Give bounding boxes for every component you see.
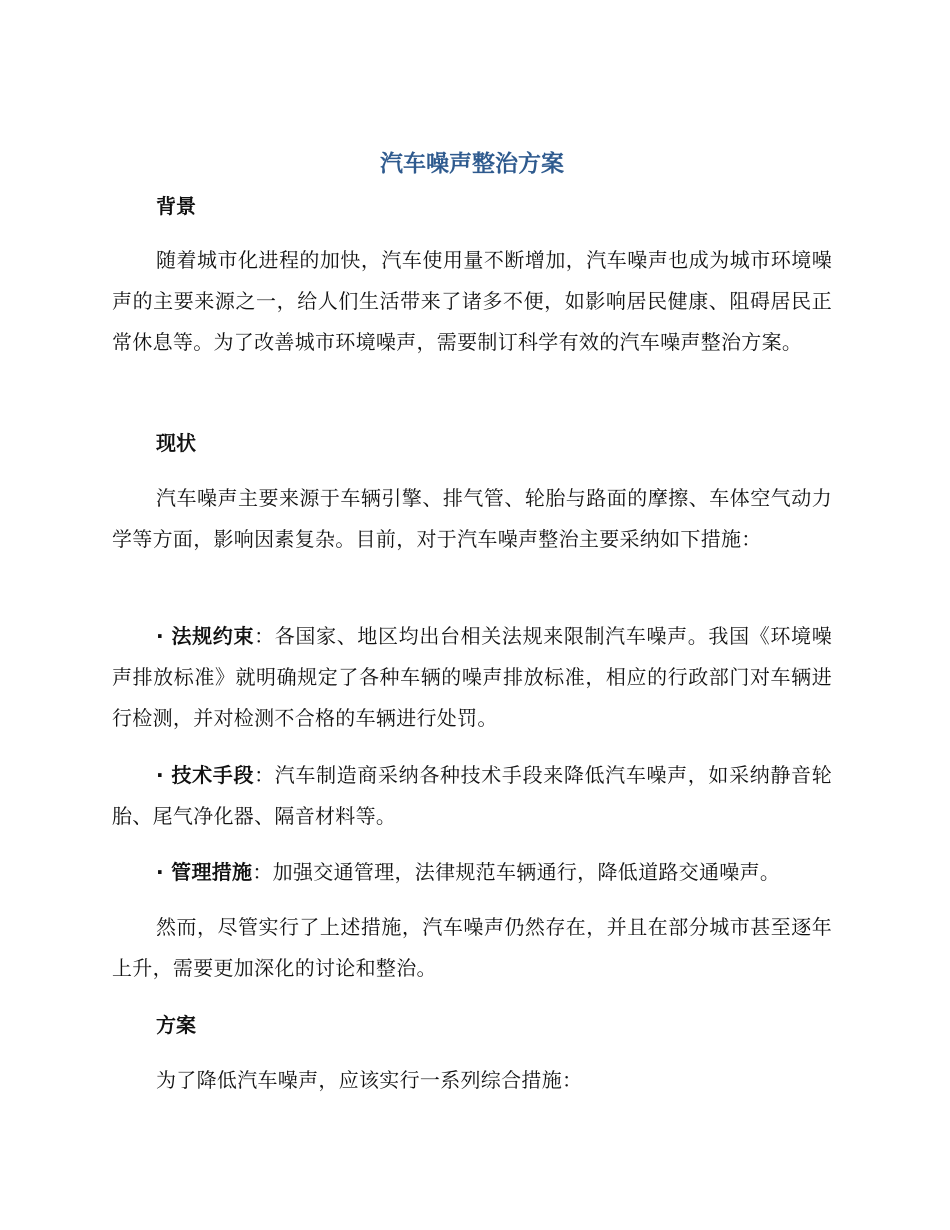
bullet-text: ：各国家、地区均出台相关法规来限制汽车噪声。我国《环境噪声排放标准》就明确规定了各种车辆的噪声排放标准，相应的行政部门对车辆进行检测，并对检测不合格的车辆进行处罚。 [112, 624, 832, 730]
section-heading-background: 背景 [156, 194, 196, 218]
bullet-item-regulation [112, 616, 832, 739]
status-intro-paragraph: 汽车噪声主要来源于车辆引擎、排气管、轮胎与路面的摩擦、车体空气动力学等方面，影响因素复杂。目前，对于汽车噪声整治主要采纳如下措施： [112, 486, 832, 551]
bullet-label: · 法规约束 [156, 624, 255, 648]
bullet-text: ：加强交通管理，法律规范车辆通行，降低道路交通噪声。 [252, 860, 781, 884]
section-heading-status: 现状 [156, 431, 196, 455]
bullet-item-technology [112, 755, 832, 837]
section-heading-plan: 方案 [156, 1013, 196, 1037]
bullet-item-management [112, 852, 832, 893]
status-conclusion-paragraph: 然而，尽管实行了上述措施，汽车噪声仍然存在，并且在部分城市甚至逐年上升，需要更加深化的讨论和整治。 [112, 915, 832, 980]
bullet-text: ：汽车制造商采纳各种技术手段来降低汽车噪声，如采纳静音轮胎、尾气净化器、隔音材料等。 [112, 763, 832, 828]
document-title: 汽车噪声整治方案 [380, 151, 564, 177]
background-paragraph: 随着城市化进程的加快，汽车使用量不断增加，汽车噪声也成为城市环境噪声的主要来源之一，给人们生活带来了诸多不便，如影响居民健康、阻碍居民正常休息等。为了改善城市环境噪声，需要制订科学有效的汽车噪声整治方案。 [112, 248, 832, 354]
bullet-label: · 管理措施 [156, 860, 253, 884]
plan-intro-paragraph: 为了降低汽车噪声，应该实行一系列综合措施： [156, 1068, 583, 1092]
bullet-label: · 技术手段 [156, 763, 255, 787]
